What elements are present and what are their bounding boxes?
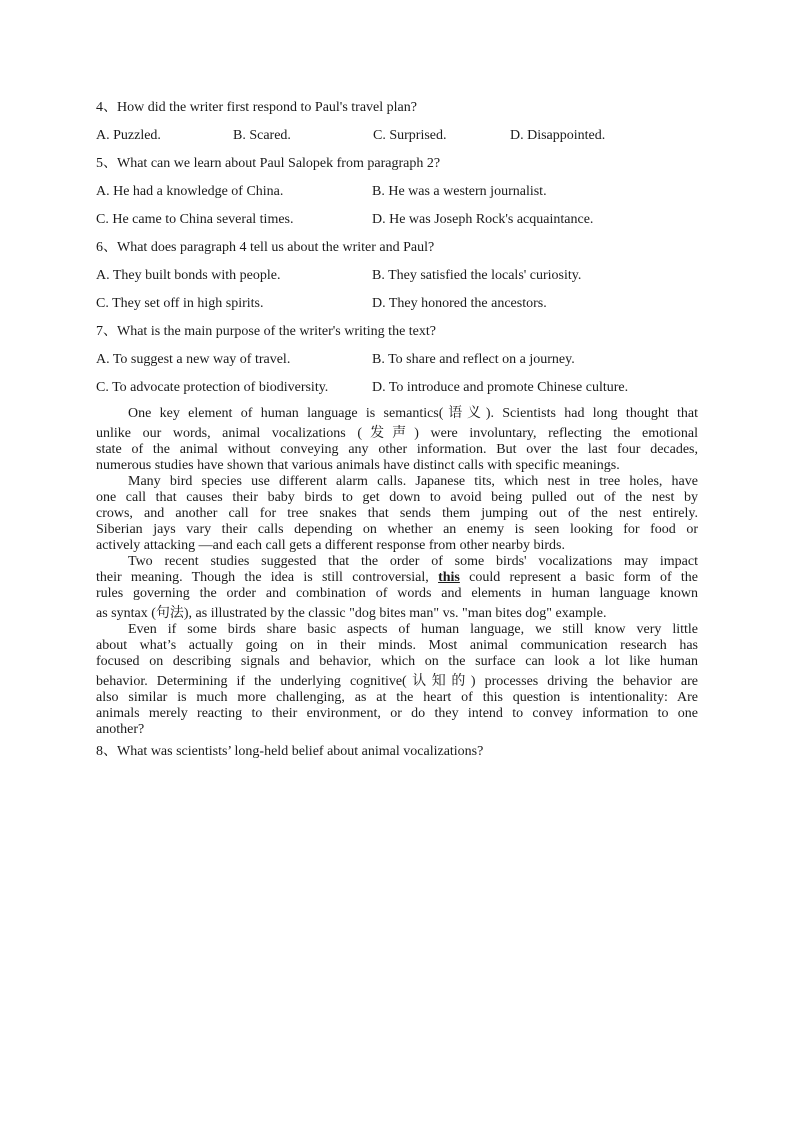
cjk-gloss-syntax: 句法 <box>155 605 184 621</box>
question-5-stem: 5、What can we learn about Paul Salopek from paragraph 2? <box>96 156 441 171</box>
question-5-options-row-1 <box>96 178 698 206</box>
paragraph-2-line-2: one call that causes their baby birds to get down to avoid being pulled out of the nest by <box>96 490 698 505</box>
question-4-option-b: B. Scared. <box>233 128 291 143</box>
question-6-options-row-2 <box>96 290 698 318</box>
passage-paragraph-4 <box>96 622 698 738</box>
paragraph-3-line-3: rules governing the order and combination of words and elements in human language known <box>96 586 698 601</box>
paragraph-3-line-2: their meaning. Though the idea is still controversial, this could represent a basic form of the <box>96 570 699 585</box>
question-4-stem: 4、How did the writer first respond to Paul's travel plan? <box>96 100 417 115</box>
paragraph-4-line-5: also similar is much more challenging, as at the heart of this question is intentionality: Are <box>96 690 698 705</box>
question-5-option-b: B. He was a western journalist. <box>372 184 547 199</box>
question-8-stem: 8、What was scientists’ long-held belief about animal vocalizations? <box>96 744 484 759</box>
paragraph-2-line-3: crows, and another call for tree snakes that sends them jumping out of the nest entirely. <box>96 506 698 521</box>
passage-paragraph-3 <box>96 554 698 622</box>
cjk-gloss-cognitive: 认知的 <box>406 673 471 689</box>
paragraph-1-line-4: numerous studies have shown that various animals have distinct calls with specific meanings. <box>96 458 620 473</box>
question-5-option-a: A. He had a knowledge of China. <box>96 184 284 199</box>
question-4-options <box>96 122 698 150</box>
paragraph-4-line-1: Even if some birds share basic aspects of human language, we still know very little <box>128 622 698 637</box>
question-4-option-d: D. Disappointed. <box>510 128 606 143</box>
paragraph-2-line-4: Siberian jays vary their calls depending on whether an enemy is seen looking for food or <box>96 522 698 537</box>
question-4-option-a: A. Puzzled. <box>96 128 161 143</box>
paragraph-4-line-2: about what’s actually going on in their minds. Most animal communication research has <box>96 638 698 653</box>
question-6-options-row-1 <box>96 262 698 290</box>
underlined-word-this: this <box>438 570 460 585</box>
question-6-stem: 6、What does paragraph 4 tell us about the writer and Paul? <box>96 240 435 255</box>
question-7-option-c: C. To advocate protection of biodiversity. <box>96 380 329 395</box>
question-4-option-c: C. Surprised. <box>373 128 447 143</box>
paragraph-1-line-1: One key element of human language is semantics(语义). Scientists had long thought that <box>128 405 698 421</box>
question-6-option-d: D. They honored the ancestors. <box>372 296 547 311</box>
paragraph-4-line-4: behavior. Determining if the underlying cognitive(认知的) processes driving the behavior are <box>96 673 698 689</box>
question-7-options-row-1 <box>96 346 698 374</box>
question-6-option-c: C. They set off in high spirits. <box>96 296 264 311</box>
question-6-option-a: A. They built bonds with people. <box>96 268 281 283</box>
question-7-options-row-2 <box>96 374 698 402</box>
question-5-options-row-2 <box>96 206 698 234</box>
paragraph-3-line-1: Two recent studies suggested that the order of some birds' vocalizations may impact <box>128 554 698 569</box>
question-7-option-b: B. To share and reflect on a journey. <box>372 352 575 367</box>
paragraph-4-line-6: animals merely reacting to their environment, or do they intend to convey information to one <box>96 706 698 721</box>
paragraph-3-line-4: as syntax (句法), as illustrated by the classic "dog bites man" vs. "man bites dog" example. <box>96 605 607 621</box>
question-7-option-d: D. To introduce and promote Chinese culture. <box>372 380 629 395</box>
question-6-option-b: B. They satisfied the locals' curiosity. <box>372 268 582 283</box>
passage-paragraph-1 <box>96 402 698 474</box>
question-7-stem: 7、What is the main purpose of the writer's writing the text? <box>96 324 436 339</box>
question-5-option-c: C. He came to China several times. <box>96 212 294 227</box>
question-7-option-a: A. To suggest a new way of travel. <box>96 352 291 367</box>
cjk-gloss-vocalizations: 发声 <box>361 425 415 441</box>
paragraph-4-line-7: another? <box>96 722 145 737</box>
paragraph-1-line-2: unlike our words, animal vocalizations (发声) were involuntary, reflecting the emotional <box>96 425 698 441</box>
question-5-option-d: D. He was Joseph Rock's acquaintance. <box>372 212 594 227</box>
passage-paragraph-2 <box>96 474 698 554</box>
worksheet-page <box>96 94 698 766</box>
paragraph-1-line-3: state of the animal without conveying any other information. But over the last four decades, <box>96 442 698 457</box>
paragraph-2-line-1: Many bird species use different alarm calls. Japanese tits, which nest in tree holes, have <box>128 474 698 489</box>
paragraph-2-line-5: actively attacking —and each call gets a different response from other nearby birds. <box>96 538 565 553</box>
paragraph-4-line-3: focused on describing signals and behavior, which on the surface can look a lot like human <box>96 654 698 669</box>
cjk-gloss-semantics: 语义 <box>443 405 486 421</box>
